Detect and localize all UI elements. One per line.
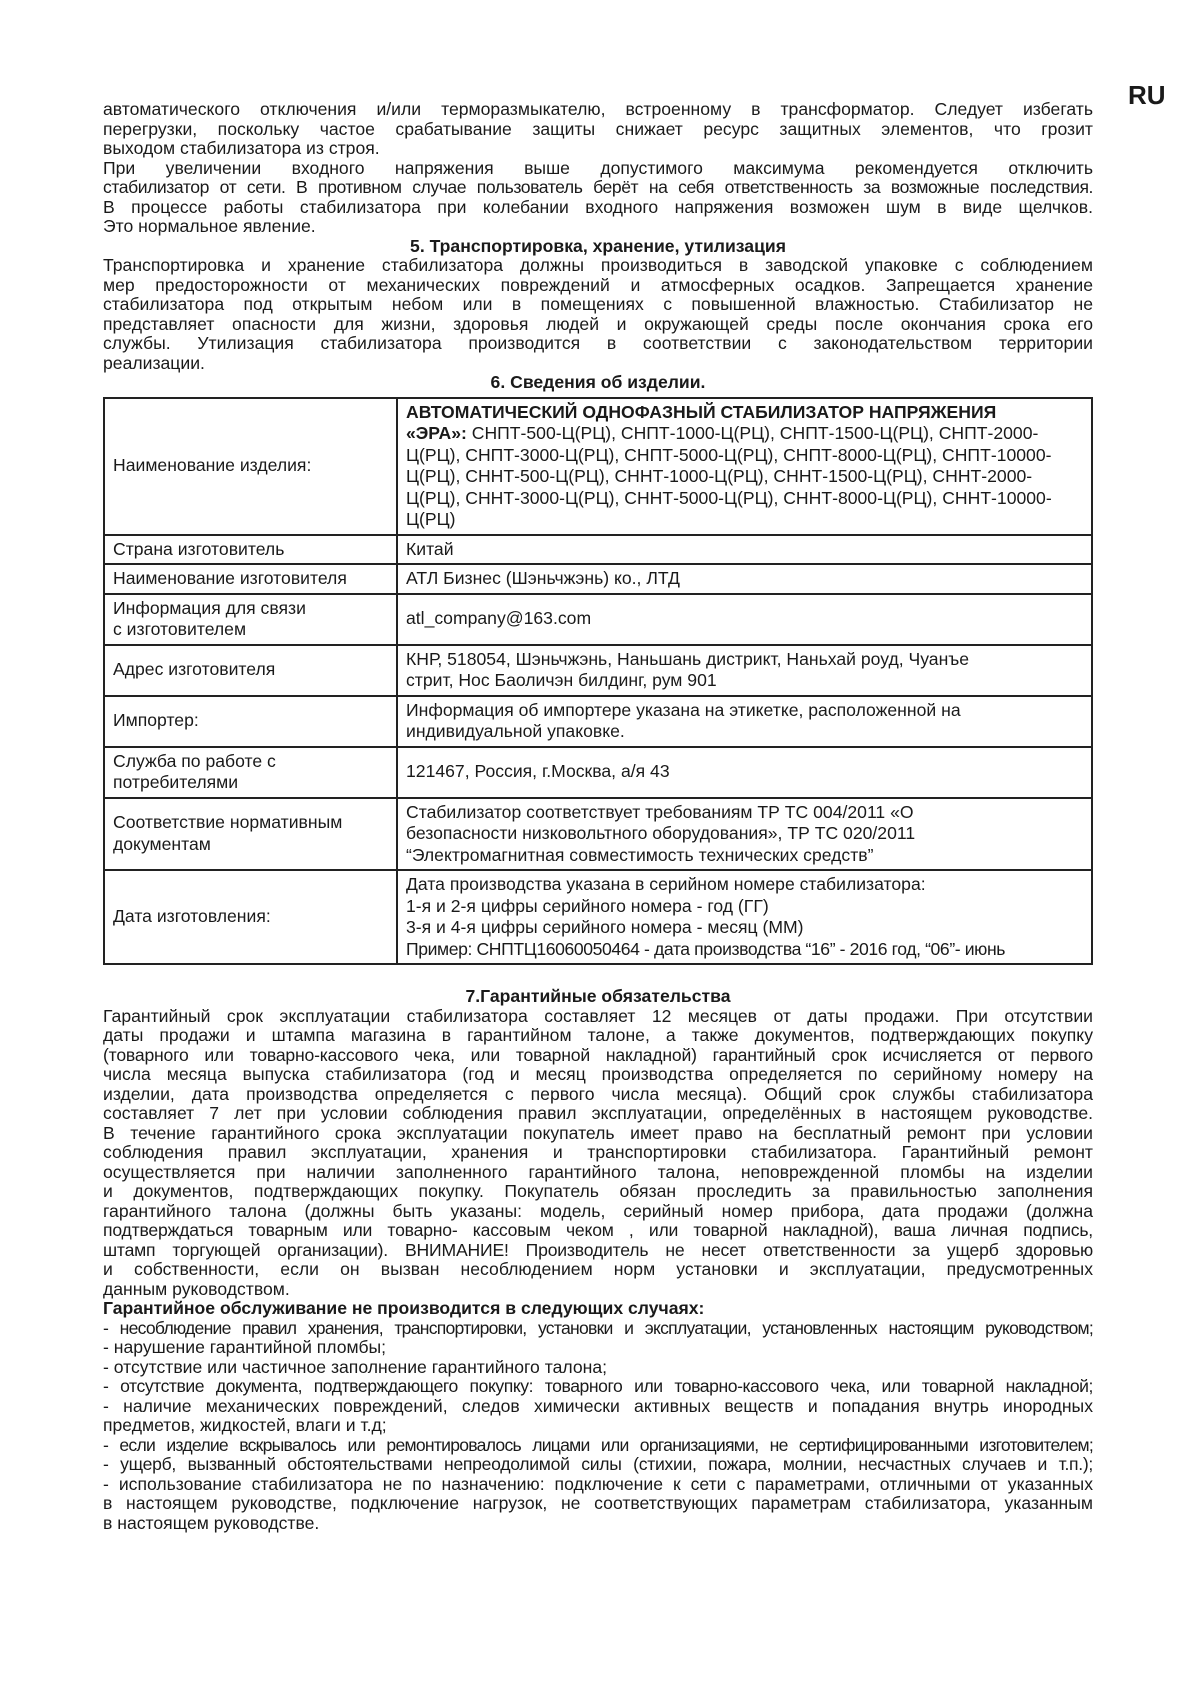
contact-label — [104, 594, 397, 645]
text-line: штамп торгующей организации). ВНИМАНИЕ! Производитель не несет ответственности за ущерб здоровью — [103, 1239, 1093, 1260]
product-models: СНПТ-500-Ц(РЦ), СНПТ-1000-Ц(РЦ), СНПТ-1500-Ц(РЦ), СНПТ-2000-Ц(РЦ), СНПТ-3000-Ц(РЦ), СНПТ-5000-Ц(РЦ), СНПТ-8000-Ц(РЦ), СНПТ-10000-Ц(РЦ), СННТ-500-Ц(РЦ), СННТ-1000-Ц(РЦ), СННТ-1500-Ц(РЦ), СННТ-2000-Ц(РЦ), СННТ-3000-Ц(РЦ), СННТ-5000-Ц(РЦ), СННТ-8000-Ц(РЦ), СННТ-10000-Ц(РЦ) — [406, 423, 1052, 529]
table-row — [104, 564, 1092, 594]
exclusions-list — [103, 1319, 1093, 1534]
conformity-label — [104, 798, 397, 871]
address-value — [397, 645, 1092, 696]
address-label: Адрес изготовителя — [104, 645, 397, 696]
importer-line: Информация об импортере указана на этикетке, расположенной на — [406, 699, 961, 720]
text-line: перегрузки, поскольку частое срабатывание защиты снижает ресурс защитных элементов, что грозит — [103, 118, 1093, 139]
conformity-line: “Электромагнитная совместимость технических средств” — [406, 844, 874, 865]
section-5-title: 5. Транспортировка, хранение, утилизация — [410, 235, 786, 256]
table-row — [104, 535, 1092, 565]
text-line: (товарного или товарно-кассового чека, или товарной накладной) гарантийный срок исчисляется от первого — [103, 1044, 1093, 1065]
table-row — [104, 696, 1092, 747]
text-line: Гарантийный срок эксплуатации стабилизатора составляет 12 месяцев от даты продажи. При отсутствии — [103, 1005, 1093, 1026]
date-line: 1-я и 2-я цифры серийного номера - год (ГГ) — [406, 895, 769, 916]
conformity-value — [397, 798, 1092, 871]
address-line: стрит, Нос Баоличэн билдинг, рум 901 — [406, 670, 717, 690]
text-line: Это нормальное явление. — [103, 216, 316, 236]
exclusions-title: Гарантийное обслуживание не производится в следующих случаях: — [103, 1298, 705, 1318]
date-line: Пример: СНПТЦ16060050464 - дата производства “16” - 2016 год, “06”- июнь — [406, 938, 1006, 959]
conformity-label-line: Соответствие нормативным — [113, 812, 343, 833]
section-5-body — [103, 256, 1093, 373]
product-title: АВТОМАТИЧЕСКИЙ ОДНОФАЗНЫЙ СТАБИЛИЗАТОР НАПРЯЖЕНИЯ — [406, 401, 997, 422]
importer-label: Импортер: — [104, 696, 397, 747]
intro-paragraph — [103, 100, 1093, 237]
importer-line: индивидуальной упаковке. — [406, 721, 625, 741]
text-line: В течение гарантийного срока эксплуатации покупатель имеет право на бесплатный ремонт при условии — [103, 1122, 1093, 1143]
list-item: - если изделие вскрывалось или ремонтировалось лицами или организациями, не сертифицированными изготовителем; — [103, 1434, 1093, 1455]
list-item: - отсутствие документа, подтверждающего покупку: товарного или товарно-кассового чека, или товарной накладной; — [103, 1376, 1093, 1396]
text-line: В процессе работы стабилизатора при колебании входного напряжения возможен шум в виде щелчков. — [103, 196, 1093, 217]
list-item: в настоящем руководстве. — [103, 1512, 320, 1533]
text-line: данным руководством. — [103, 1278, 290, 1299]
text-line: изделии, дата производства определяется с первого числа месяца). Общий срок службы стабилизатора — [103, 1083, 1093, 1104]
text-line: службы. Утилизация стабилизатора производится в соответствии с законодательством территории — [103, 333, 1093, 353]
table-row — [104, 398, 1092, 535]
list-item: предметов, жидкостей, влаги и т.д; — [103, 1415, 387, 1435]
section-7-body — [103, 1007, 1093, 1300]
date-value — [397, 870, 1092, 964]
contact-label-line: с изготовителем — [113, 619, 247, 639]
section-7-title: 7.Гарантийные обязательства — [465, 986, 731, 1006]
text-line: даты продажи и штампа магазина в гарантийном талоне, а также документов, подтверждающих покупку — [103, 1025, 1093, 1045]
table-row — [104, 870, 1092, 964]
country-value: Китай — [397, 535, 1092, 565]
product-info-table — [103, 397, 1093, 966]
product-name-value — [397, 398, 1092, 535]
date-line: 3-я и 4-я цифры серийного номера - месяц (ММ) — [406, 917, 804, 937]
contact-email: atl_company@163.com — [397, 594, 1092, 645]
address-line: КНР, 518054, Шэньчжэнь, Наньшань дистрикт, Наньхай роуд, Чуанъе — [406, 648, 970, 669]
text-line: автоматического отключения и/или терморазмыкателю, встроенному в трансформатор. Следует избегать — [103, 99, 1093, 119]
date-line: Дата производства указана в серийном номере стабилизатора: — [406, 874, 926, 894]
maker-value: АТЛ Бизнес (Шэньчжэнь) ко., ЛТД — [397, 564, 1092, 594]
importer-value — [397, 696, 1092, 747]
page-content — [103, 100, 1093, 1533]
list-item: - отсутствие или частичное заполнение гарантийного талона; — [103, 1356, 608, 1377]
table-row — [104, 747, 1092, 798]
product-name-label: Наименование изделия: — [104, 398, 397, 535]
contact-label-line: Информация для связи — [113, 597, 306, 618]
conformity-line: безопасности низковольтного оборудования», ТР ТС 020/2011 — [406, 823, 916, 843]
table-row — [104, 594, 1092, 645]
text-line: выходом стабилизатора из строя. — [103, 138, 380, 158]
service-label — [104, 747, 397, 798]
text-line: числа месяца выпуска стабилизатора (год и месяц производства определяется по серийному номеру на — [103, 1064, 1093, 1084]
text-line: представляет опасности для жизни, здоровья людей и окружающей среды после окончания срока его — [103, 313, 1093, 334]
list-item: - использование стабилизатора не по назначению: подключение к сети с параметрами, отличными от указанных — [103, 1473, 1093, 1494]
country-label: Страна изготовитель — [104, 535, 397, 565]
text-line: стабилизатора под открытым небом или в помещениях с повышенной влажностью. Стабилизатор не — [103, 294, 1093, 314]
table-row — [104, 645, 1092, 696]
text-line: подтверждаться товарным или товарно- кассовым чеком , или товарной накладной), ваша личная подпись, — [103, 1220, 1093, 1240]
text-line: соблюдения правил эксплуатации, хранения и транспортировки стабилизатора. Гарантийный ремонт — [103, 1142, 1093, 1162]
product-brand: «ЭРА»: — [406, 423, 467, 443]
list-item: - ущерб, вызванный обстоятельствами непреодолимой силы (стихии, пожара, молнии, несчастных случаев и т.п.); — [103, 1454, 1093, 1474]
maker-label: Наименование изготовителя — [104, 564, 397, 594]
text-line: и документов, подтверждающих покупку. Покупатель обязан проследить за правильностью заполнения — [103, 1181, 1093, 1201]
text-line: реализации. — [103, 352, 205, 373]
text-line: гарантийного талона (должны быть указаны: модель, серийный номер прибора, дата продажи (должна — [103, 1200, 1093, 1221]
list-item: - наличие механических повреждений, следов химически активных веществ и попадания внутрь инородных — [103, 1395, 1093, 1416]
text-line: составляет 7 лет при условии соблюдения правил эксплуатации, определённых в настоящем руководстве. — [103, 1103, 1093, 1123]
service-label-line: Служба по работе с — [113, 750, 276, 771]
conformity-line: Стабилизатор соответствует требованиям ТР ТС 004/2011 «О — [406, 801, 914, 822]
date-label: Дата изготовления: — [104, 870, 397, 964]
text-line: осуществляется при наличии заполненного гарантийного талона, неповрежденной пломбы на изделии — [103, 1161, 1093, 1182]
service-value: 121467, Россия, г.Москва, а/я 43 — [397, 747, 1092, 798]
list-item: - нарушение гарантийной пломбы; — [103, 1337, 387, 1357]
text-line: При увеличении входного напряжения выше допустимого максимума рекомендуется отключить — [103, 157, 1093, 178]
text-line: Транспортировка и хранение стабилизатора должны производиться в заводской упаковке с соблюдением — [103, 255, 1093, 275]
text-line: и собственности, если он вызван несоблюдением норм установки и эксплуатации, предусмотренных — [103, 1259, 1093, 1279]
conformity-label-line: документам — [113, 833, 211, 854]
language-label: RU — [1128, 80, 1166, 110]
section-6-title: 6. Сведения об изделии. — [490, 372, 706, 392]
list-item: в настоящем руководстве, подключение нагрузок, не соответствующих параметрам стабилизатора, указанным — [103, 1493, 1093, 1513]
text-line: мер предосторожности от механических повреждений и атмосферных осадков. Запрещается хранение — [103, 274, 1093, 295]
table-row — [104, 798, 1092, 871]
text-line: стабилизатор от сети. В противном случае пользователь берёт на себя ответственность за возможные последствия. — [103, 177, 1093, 197]
list-item: - несоблюдение правил хранения, транспортировки, установки и эксплуатации, установленных настоящим руководством; — [103, 1317, 1093, 1338]
service-label-line: потребителями — [113, 772, 239, 792]
